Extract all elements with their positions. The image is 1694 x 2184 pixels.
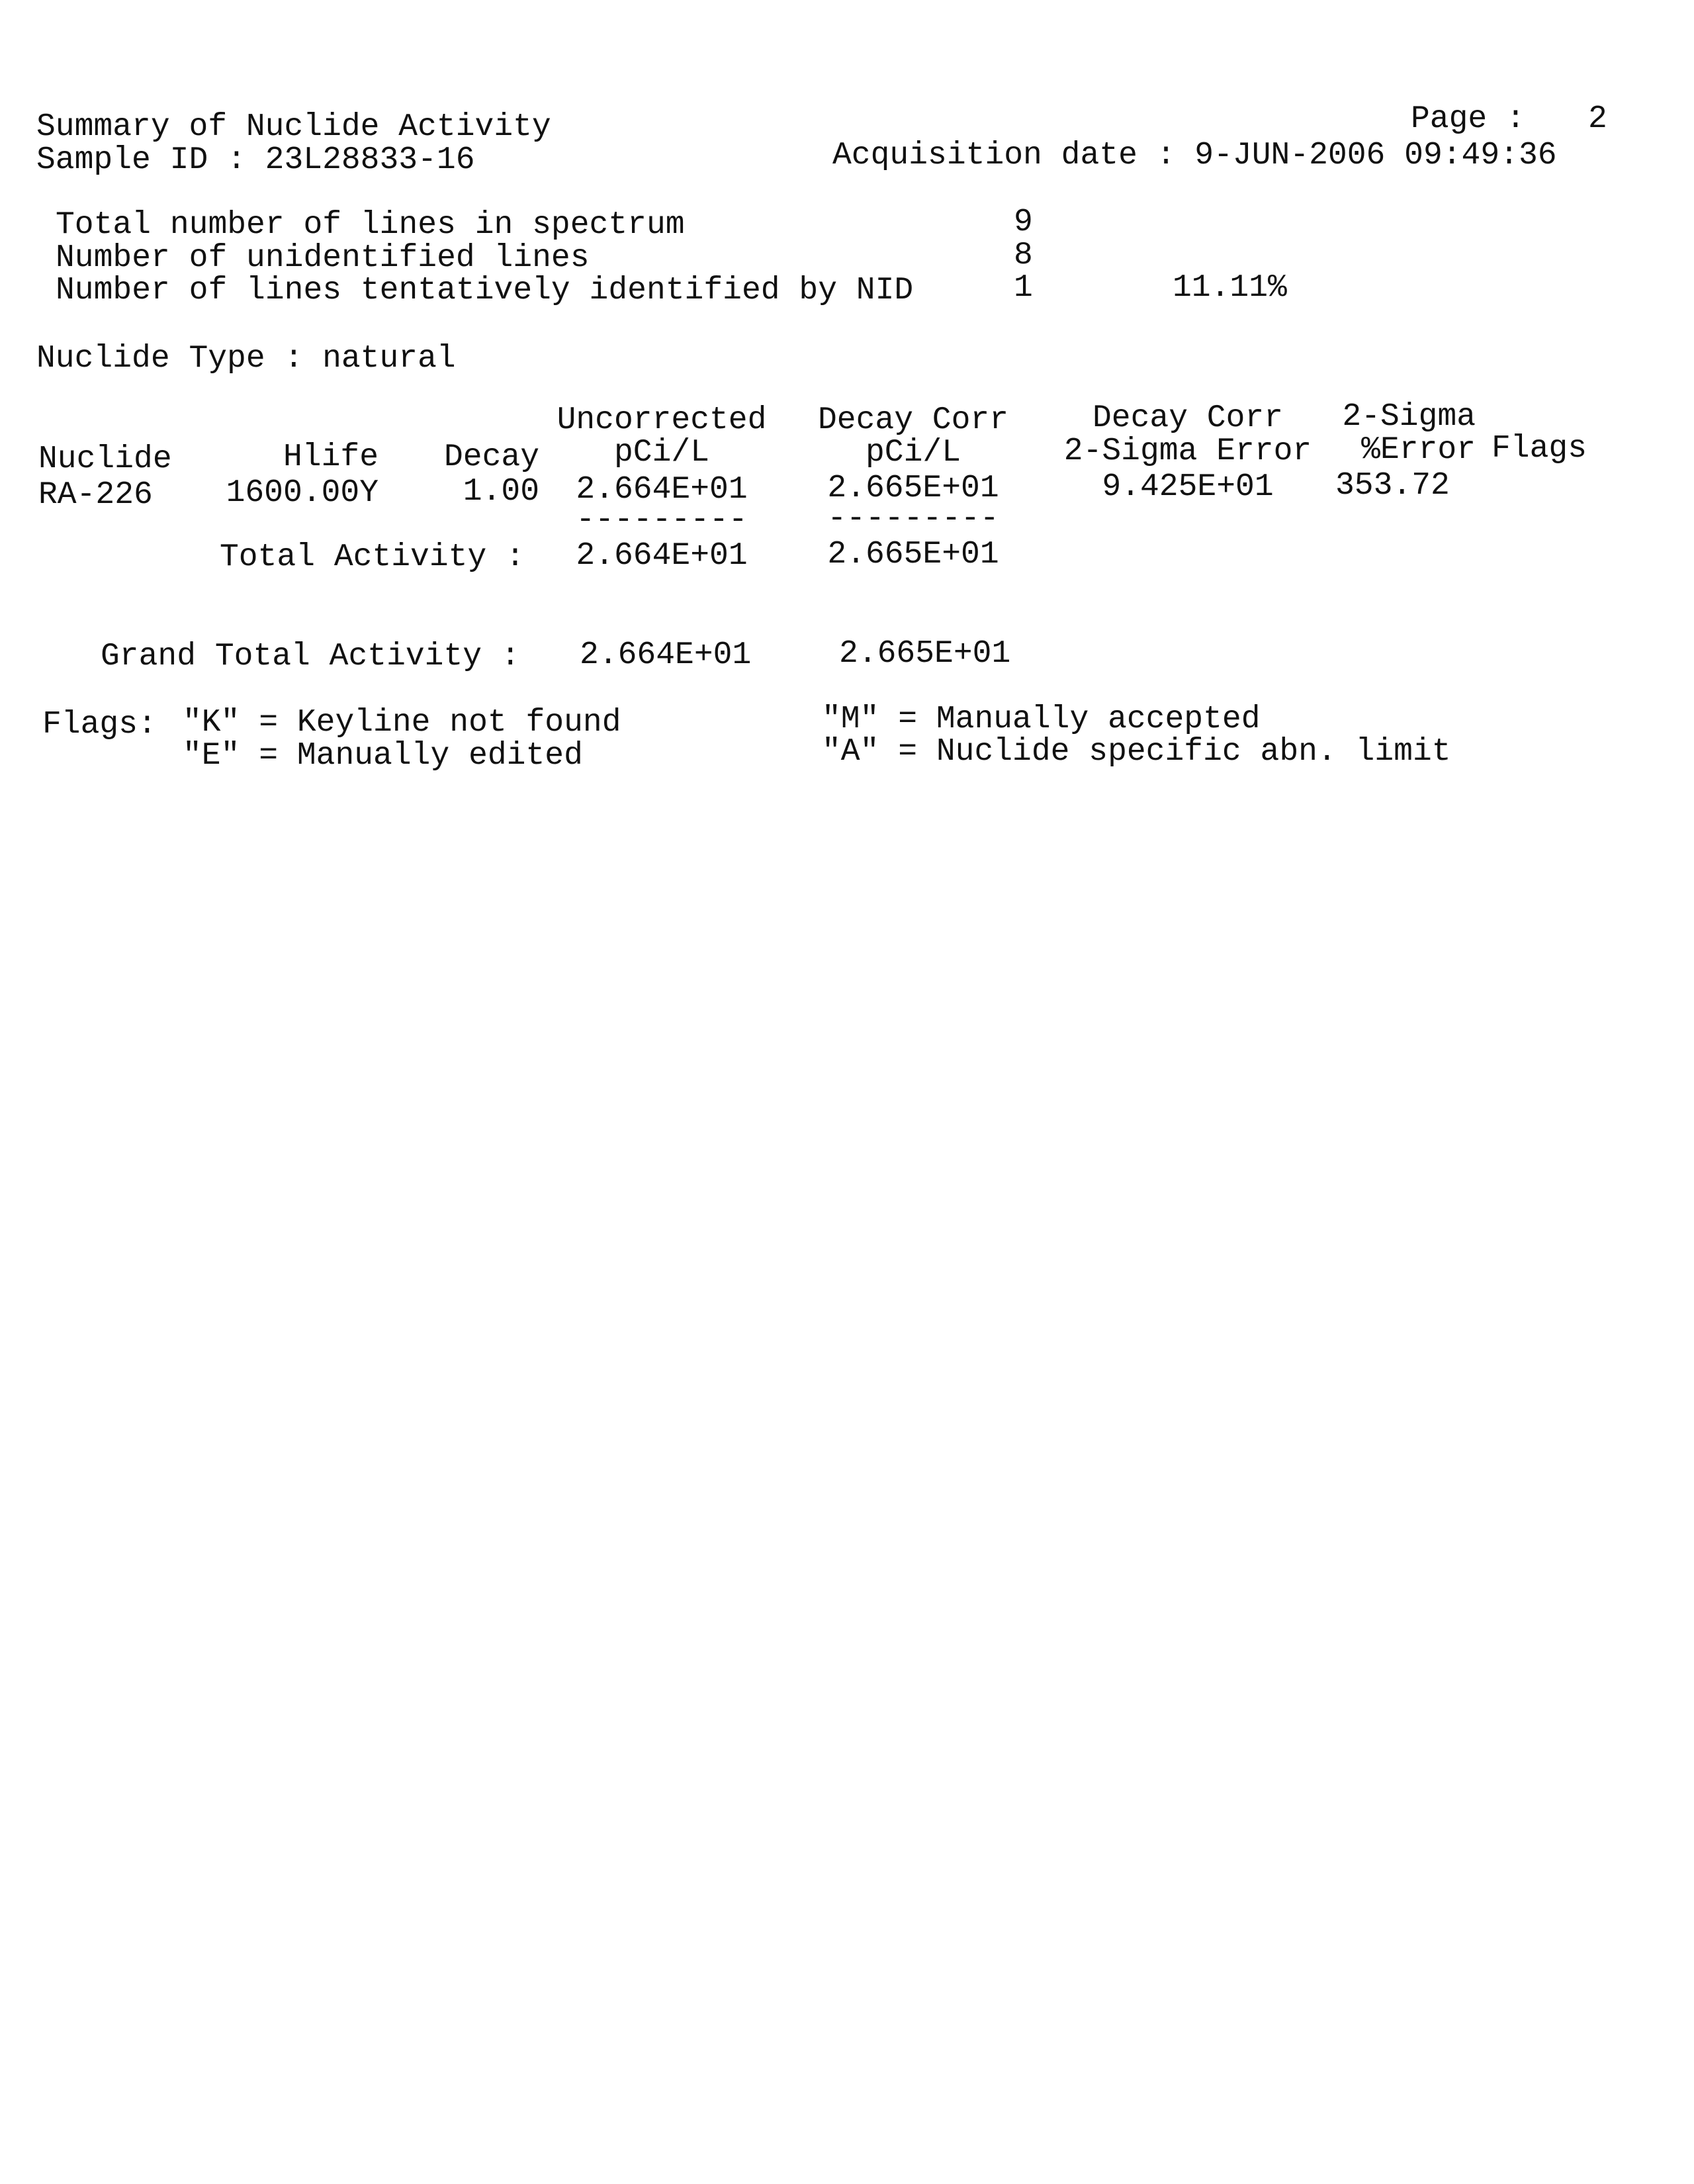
header-decay-corr-line1: Decay Corr (817, 402, 1009, 438)
grand-total-uncorrected: 2.664E+01 (580, 637, 752, 673)
tentative-lines-percent: 11.11% (1173, 270, 1287, 306)
tentative-lines-value: 1 (1014, 270, 1033, 306)
header-sigma-line1: 2-Sigma (1342, 399, 1476, 435)
nuclide-type: Nuclide Type : natural (36, 341, 456, 377)
header-pct-error: %Error (1361, 432, 1476, 468)
cell-decay: 1.00 (463, 474, 539, 510)
flag-k: "K" = Keyline not found (183, 705, 621, 741)
header-uncorrected-line1: Uncorrected (557, 402, 767, 438)
grand-total-label: Grand Total Activity : (101, 639, 520, 674)
header-nuclide: Nuclide (38, 441, 172, 477)
cell-nuclide: RA-226 (38, 477, 153, 513)
cell-hlife: 1600.00Y (226, 475, 379, 511)
header-decay-corr-line2: pCi/L (865, 435, 961, 471)
total-activity-uncorrected: 2.664E+01 (576, 538, 748, 574)
separator-decay-corr: --------- (827, 501, 999, 537)
page-number: 2 (1588, 101, 1607, 137)
header-hlife: Hlife (283, 439, 379, 475)
page-label: Page : (1411, 101, 1525, 137)
cell-pct-error: 353.72 (1335, 468, 1450, 504)
tentative-lines-label: Number of lines tentatively identified by NID (56, 273, 914, 308)
total-activity-decay-corr: 2.665E+01 (827, 537, 999, 572)
flag-m: "M" = Manually accepted (822, 702, 1261, 737)
acquisition-date: Acquisition date : 9-JUN-2006 09:49:36 (832, 138, 1557, 173)
grand-total-decay-corr: 2.665E+01 (839, 636, 1011, 672)
header-decay-corr-error-line1: Decay Corr (1092, 400, 1284, 436)
total-lines-value: 9 (1014, 205, 1033, 240)
report-title: Summary of Nuclide Activity (36, 109, 551, 145)
cell-uncorrected: 2.664E+01 (576, 472, 748, 508)
sample-id: Sample ID : 23L28833-16 (36, 142, 475, 178)
header-uncorrected-line2: pCi/L (613, 435, 710, 471)
total-lines-label: Total number of lines in spectrum (56, 207, 685, 243)
flag-a: "A" = Nuclide specific abn. limit (822, 734, 1451, 770)
cell-sigma-error: 9.425E+01 (1102, 469, 1274, 505)
separator-uncorrected: --------- (576, 502, 748, 538)
cell-decay-corr: 2.665E+01 (827, 471, 999, 506)
header-decay-corr-error-line2: 2-Sigma Error (1063, 433, 1312, 469)
header-decay: Decay (443, 439, 539, 475)
unidentified-lines-value: 8 (1014, 238, 1033, 273)
unidentified-lines-label: Number of unidentified lines (56, 240, 590, 276)
total-activity-label: Total Activity : (220, 539, 525, 575)
flag-e: "E" = Manually edited (183, 738, 583, 774)
header-flags: Flags (1492, 431, 1587, 467)
flags-legend-label: Flags: (42, 707, 157, 743)
